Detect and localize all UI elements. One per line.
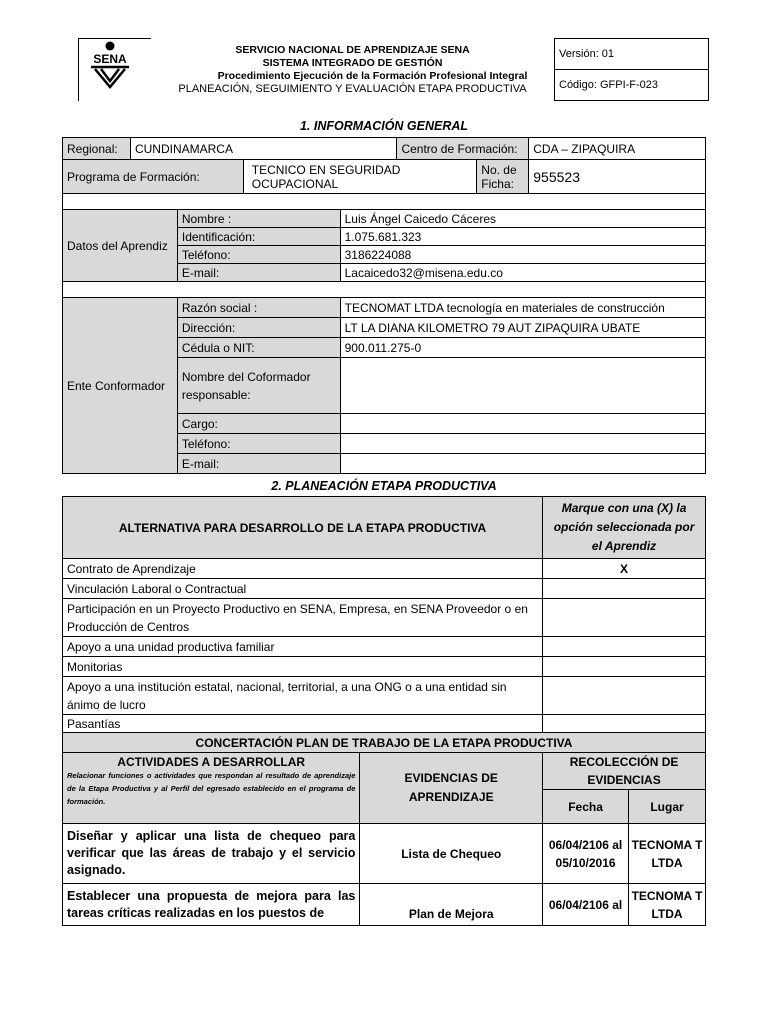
actividades-header (63, 753, 360, 824)
fecha-header: Fecha (543, 790, 629, 824)
aprendiz-email-value: Lacaicedo32@misena.edu.co (340, 264, 705, 282)
activity-place: TECNOMA T LTDA (629, 884, 706, 926)
activity-evidence: Plan de Mejora (360, 884, 543, 926)
spacer-row (63, 282, 706, 298)
document-header (78, 38, 709, 101)
option-label: Apoyo a una unidad productiva familiar (63, 637, 543, 657)
regional-value: CUNDINAMARCA (130, 138, 396, 160)
regional-label: Regional: (63, 138, 131, 160)
ente-cargo-value (340, 414, 705, 434)
programa-value: TECNICO EN SEGURIDAD OCUPACIONAL (243, 160, 477, 194)
activity-date: 06/04/2106 al (543, 884, 629, 926)
option-label: Monitorias (63, 657, 543, 677)
ente-phone-value (340, 434, 705, 454)
plan-title: CONCERTACIÓN PLAN DE TRABAJO DE LA ETAPA PRODUCTIVA (63, 733, 706, 753)
aprendiz-phone-value: 3186224088 (340, 246, 705, 264)
ficha-label: No. de Ficha: (477, 160, 529, 194)
option-mark (543, 579, 706, 599)
logo-cell (79, 39, 152, 101)
activity-evidence: Lista de Chequeo (360, 824, 543, 884)
marque-header: Marque con una (X) la opción seleccionada por el Aprendiz (543, 497, 706, 559)
org-name: SERVICIO NACIONAL DE APRENDIZAJE SENA (235, 44, 470, 56)
aprendiz-name-value: Luis Ángel Caicedo Cáceres (340, 210, 705, 228)
option-label: Pasantías (63, 715, 543, 733)
option-label: Participación en un Proyecto Productivo en SENA, Empresa, en SENA Proveedor o en Producción de Centros (63, 599, 543, 637)
ente-razon-value: TECNOMAT LTDA tecnología en materiales de construcción (340, 298, 705, 318)
option-mark (543, 599, 706, 637)
option-mark: X (543, 559, 706, 579)
option-mark (543, 657, 706, 677)
option-mark (543, 715, 706, 733)
ente-email-value (340, 454, 705, 474)
ente-phone-label: Teléfono: (177, 434, 340, 454)
section2-title: 2. PLANEACIÓN ETAPA PRODUCTIVA (271, 479, 497, 493)
ente-direccion-label: Dirección: (177, 318, 340, 338)
centro-value: CDA – ZIPAQUIRA (529, 138, 706, 160)
evidencias-header: EVIDENCIAS DE APRENDIZAJE (360, 753, 543, 824)
option-label: Vinculación Laboral o Contractual (63, 579, 543, 599)
activity-text: Establecer una propuesta de mejora para las tareas críticas realizadas en los puestos de (63, 884, 360, 926)
general-info-table (62, 137, 706, 474)
lugar-header: Lugar (629, 790, 706, 824)
aprendiz-email-label: E-mail: (177, 264, 340, 282)
centro-label: Centro de Formación: (397, 138, 529, 160)
header-titles (151, 39, 555, 101)
recoleccion-header: RECOLECCIÓN DE EVIDENCIAS (543, 753, 706, 790)
ente-nit-label: Cédula o NIT: (177, 338, 340, 358)
spacer-row (63, 194, 706, 210)
ente-razon-label: Razón social : (177, 298, 340, 318)
sena-logo-icon (79, 39, 141, 91)
option-label: Contrato de Aprendizaje (63, 559, 543, 579)
version: Versión: 01 (555, 39, 709, 70)
doc-subtitle: PLANEACIÓN, SEGUIMIENTO Y EVALUACIÓN ETAPA PRODUCTIVA (178, 83, 527, 95)
programa-label: Programa de Formación: (63, 160, 244, 194)
ente-coformador-value (340, 358, 705, 414)
activity-date: 06/04/2106 al 05/10/2016 (543, 824, 629, 884)
aprendiz-name-label: Nombre : (177, 210, 340, 228)
aprendiz-id-value: 1.075.681.323 (340, 228, 705, 246)
option-label: Apoyo a una institución estatal, nacional, territorial, a una ONG o a una entidad sin ánimo de lucro (63, 677, 543, 715)
aprendiz-phone-label: Teléfono: (177, 246, 340, 264)
ente-nit-value: 900.011.275-0 (340, 338, 705, 358)
procedure-name: Procedimiento Ejecución de la Formación Profesional Integral (217, 70, 528, 82)
ente-email-label: E-mail: (177, 454, 340, 474)
option-mark (543, 677, 706, 715)
ente-label: Ente Conformador (63, 298, 178, 474)
ente-coformador-label: Nombre del Coformador responsable: (177, 358, 340, 414)
ente-cargo-label: Cargo: (177, 414, 340, 434)
logo-text: SENA (93, 52, 127, 66)
activity-place: TECNOMA T LTDA (629, 824, 706, 884)
option-mark (543, 637, 706, 657)
ente-direccion-value: LT LA DIANA KILOMETRO 79 AUT ZIPAQUIRA UBATE (340, 318, 705, 338)
aprendiz-id-label: Identificación: (177, 228, 340, 246)
alternativa-header: ALTERNATIVA PARA DESARROLLO DE LA ETAPA PRODUCTIVA (63, 497, 543, 559)
aprendiz-label: Datos del Aprendiz (63, 210, 178, 282)
activity-text: Diseñar y aplicar una lista de chequeo para verificar que las áreas de trabajo y el servicio asignado. (63, 824, 360, 884)
actividades-note: Relacionar funciones o actividades que respondan al resultado de aprendizaje de la Etapa Productiva y al Perfil del egresado establecido en el programa de formación. (67, 771, 356, 806)
actividades-title: ACTIVIDADES A DESARROLLAR (117, 755, 306, 769)
system-name: SISTEMA INTEGRADO DE GESTIÓN (262, 57, 443, 69)
ficha-value: 955523 (529, 160, 706, 194)
code: Código: GFPI-F-023 (555, 70, 709, 101)
planning-table (62, 496, 706, 926)
section1-title: 1. INFORMACIÓN GENERAL (299, 119, 469, 133)
